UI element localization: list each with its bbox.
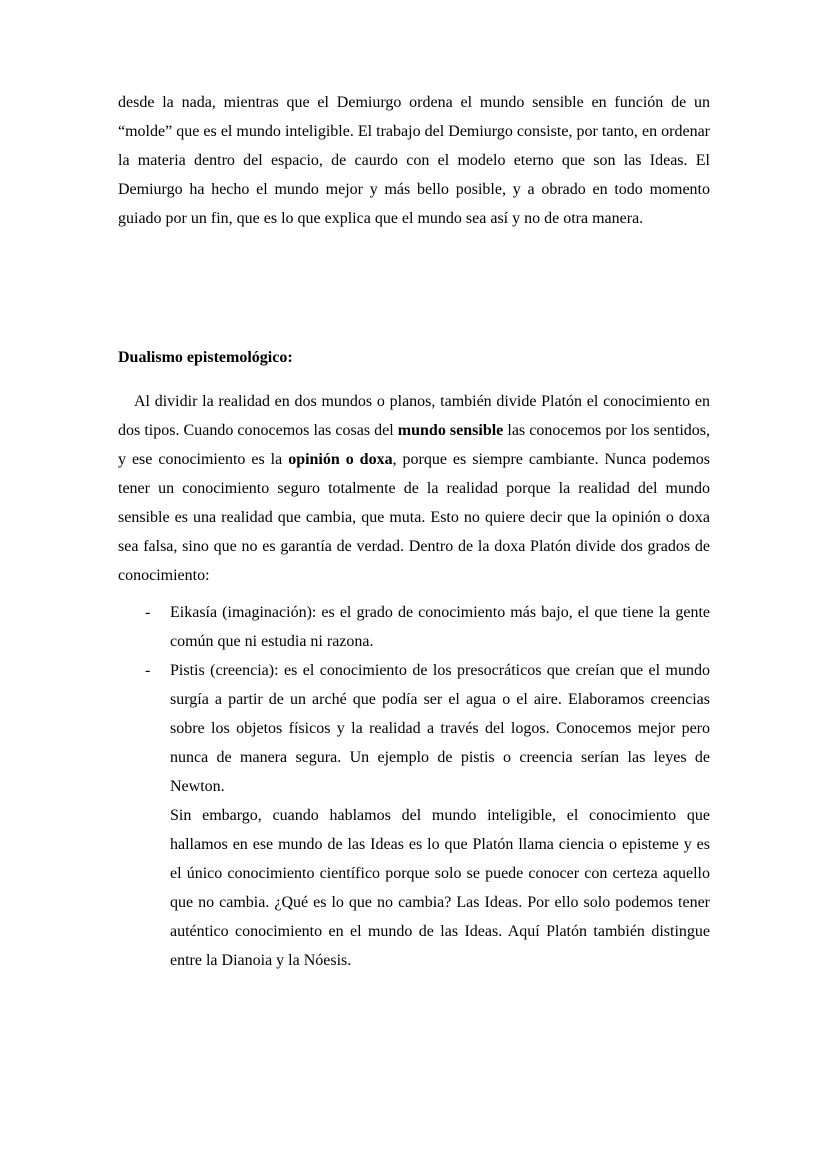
list-item-eikasia	[118, 598, 710, 656]
bold-opinion-doxa: opinión o doxa	[288, 451, 393, 468]
paragraph-doxa-text-2: las conocemos por los sentidos, y ese conocimiento es la	[118, 422, 710, 468]
list-item-text: Eikasía (imaginación): es el grado de conocimiento más bajo, el que tiene la gente común que ni estudia ni razona.	[170, 604, 710, 650]
section-heading: Dualismo epistemológico:	[118, 349, 293, 366]
list-dash-marker: -	[145, 604, 151, 621]
list-item-text: Pistis (creencia): es el conocimiento de los presocráticos que creían que el mundo surgía a partir de un arché que podía ser el agua o el aire. Elaboramos creencias sobre los objetos físicos y la realidad a través del logos. Conocemos mejor pero nunca de manera segura. Un ejemplo de pistis o creencia serían las leyes de Newton.	[170, 662, 710, 795]
paragraph-doxa-text-1: Al dividir la realidad en dos mundos o planos, también divide Platón el conocimiento en dos tipos. Cuando conocemos las cosas del	[118, 393, 710, 439]
list-dash-marker: -	[145, 662, 151, 679]
bold-mundo-sensible: mundo sensible	[397, 422, 504, 439]
paragraph-demiurgo: desde la nada, mientras que el Demiurgo ordena el mundo sensible en función de un “molde” que es el mundo inteligible. El trabajo del Demiurgo consiste, por tanto, en ordenar la materia dentro del espacio, de caurdo con el modelo eterno que son las Ideas. El Demiurgo ha hecho el mundo mejor y más bello posible, y a obrado en todo momento guiado por un fin, que es lo que explica que el mundo sea así y no de otra manera.	[118, 94, 710, 227]
paragraph-doxa	[118, 387, 710, 590]
paragraph-doxa-text-3: , porque es siempre cambiante. Nunca podemos tener un conocimiento seguro totalmente de la realidad porque la realidad del mundo sensible es una realidad que cambia, que muta. Esto no quiere decir que la opinión o doxa sea falsa, sino que no es garantía de verdad. Dentro de la doxa Platón divide dos grados de conocimiento:	[118, 451, 711, 584]
doxa-grades-list	[118, 598, 710, 801]
list-item-pistis	[118, 656, 710, 801]
paragraph-episteme: Sin embargo, cuando hablamos del mundo inteligible, el conocimiento que hallamos en ese mundo de las Ideas es lo que Platón llama ciencia o episteme y es el único conocimiento científico porque solo se puede conocer con certeza aquello que no cambia. ¿Qué es lo que no cambia? Las Ideas. Por ello solo podemos tener auténtico conocimiento en el mundo de las Ideas. Aquí Platón también distingue entre la Dianoia y la Nóesis.	[170, 807, 710, 969]
